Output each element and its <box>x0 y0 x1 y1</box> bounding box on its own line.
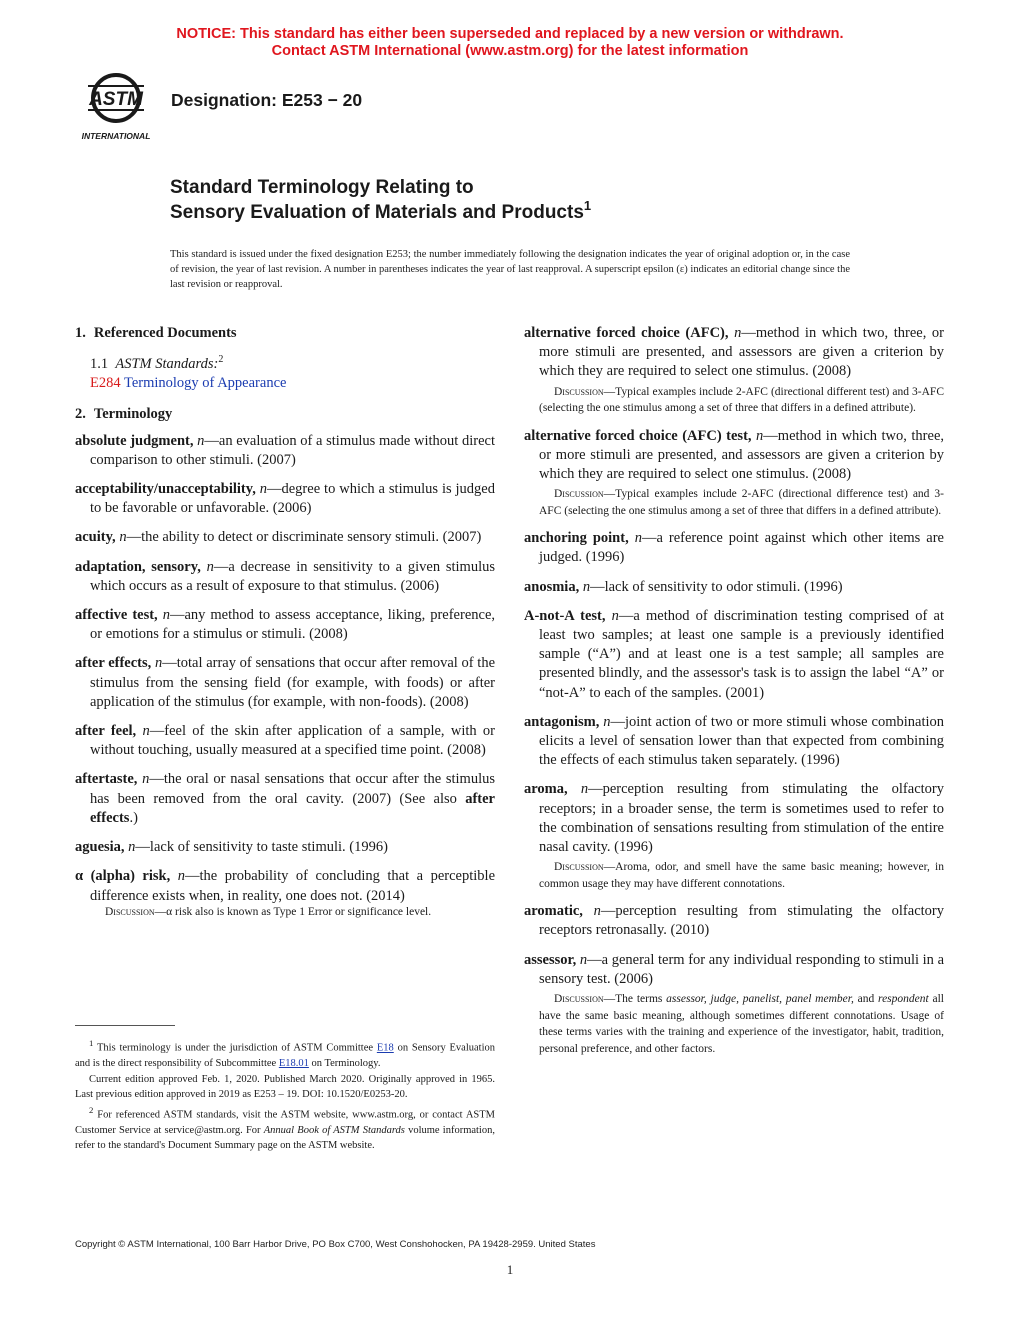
discussion-text: —Typical examples include 2-AFC (directional difference test) and 3-AFC (selecting the one stimulus among a set of three that differs in a defined attribute). <box>539 488 944 517</box>
term-entry <box>524 578 944 597</box>
section-2-number: 2. <box>75 406 86 423</box>
term-entry <box>75 558 495 596</box>
term-name: absolute judgment, <box>75 432 194 449</box>
subcommittee-link[interactable]: E18.01 <box>278 1058 309 1069</box>
term-name: acceptability/unacceptability, <box>75 481 256 498</box>
discussion-label: Discussion <box>554 861 604 874</box>
term-definition: —method in which two, three, or more stimuli are presented, and assessors are given a criterion by which they are required to select one stimulus. (2008) <box>539 427 945 483</box>
term-entry <box>524 324 944 382</box>
notice-line-1: NOTICE: This standard has either been superseded and replaced by a new version or withdrawn. <box>176 26 844 42</box>
footnote-2-text: volume information, refer to the standard's Document Summary page on the ASTM website. <box>75 1124 495 1151</box>
term-name: after effects, <box>75 655 152 672</box>
discussion-text: —α risk also is known as Type 1 Error or significance level. <box>154 905 432 918</box>
term-definition: —degree to which a stimulus is judged to be favorable or unfavorable. (2006) <box>90 481 495 517</box>
term-name: aftertaste, <box>75 771 138 788</box>
term-definition: —a general term for any individual responding to stimuli in a sensory test. (2006) <box>539 951 945 987</box>
term-discussion <box>524 486 944 519</box>
reference-code-link[interactable]: E284 <box>90 375 121 392</box>
term-pos: n <box>206 558 214 575</box>
discussion-text: all have the same basic meaning, although sometimes different connotations. Usage of these terms varies with the training and experience of the investigator, habit, tradition, personal preference, and other factors. <box>539 993 944 1055</box>
reference-title-link[interactable]: Terminology of Appearance <box>123 375 287 392</box>
term-entry <box>75 838 495 857</box>
astm-logo-icon <box>72 72 162 144</box>
term-name: A-not-A test, <box>524 607 606 624</box>
term-name: anosmia, <box>524 578 580 595</box>
term-name: alternative forced choice (AFC), <box>524 325 729 341</box>
term-name: alternative forced choice (AFC) test, <box>524 427 752 444</box>
footnote-2 <box>75 1103 495 1154</box>
logo-text: ASTM <box>89 89 143 110</box>
footnote-2-mark: 2 <box>89 1104 94 1115</box>
notice-banner <box>0 26 1020 60</box>
term-definition: —lack of sensitivity to taste stimuli. (1996) <box>135 839 388 856</box>
term-pos: n <box>611 607 619 624</box>
term-pos: n <box>580 781 589 798</box>
term-entry-assessor <box>524 951 944 989</box>
discussion-label: Discussion <box>554 385 604 398</box>
term-entry <box>75 654 495 712</box>
footnote-2-italic: Annual Book of ASTM Standards <box>263 1124 405 1136</box>
footnote-2-text: For referenced ASTM standards, visit the ASTM website, www.astm.org, or contact ASTM Customer Service at service@astm.org. For <box>75 1109 495 1136</box>
discussion-label: Discussion <box>554 488 604 501</box>
term-pos: n <box>579 951 588 968</box>
term-entry <box>524 902 944 940</box>
discussion-text: and <box>853 993 879 1006</box>
see-also-end: .) <box>129 809 138 826</box>
term-pos: n <box>582 578 591 595</box>
term-name: aromatic, <box>524 903 583 920</box>
issuance-note: This standard is issued under the fixed designation E253; the number immediately following the designation indicates the year of original adoption or, in the case of revision, the year of last revision. A number in parentheses indicates the year of last reapproval. A superscript epsilon (ε) indicates an editorial change since the last revision or reapproval. <box>170 249 850 290</box>
term-name: affective test, <box>75 607 158 624</box>
term-name: antagonism, <box>524 713 600 730</box>
term-entry <box>75 606 495 644</box>
footnote-1-text: on Sensory Evaluation and is the direct responsibility of Subcommittee <box>75 1042 496 1069</box>
term-pos: n <box>734 325 742 341</box>
term-definition: —a decrease in sensitivity to a given stimulus which occurs as a result of exposure to that stimulus. (2006) <box>90 558 495 594</box>
title-line-1: Standard Terminology Relating to <box>170 177 474 198</box>
term-definition: —the oral or nasal sensations that occur after the stimulus has been removed from the oral cavity. (2007) (See also <box>90 771 496 807</box>
term-entry <box>524 713 944 771</box>
term-definition: —a reference point against which other items are judged. (1996) <box>539 530 944 566</box>
title-line-2: Sensory Evaluation of Materials and Products <box>170 202 584 223</box>
term-pos: n <box>756 427 764 444</box>
subsection-1-1-label: ASTM Standards: <box>115 356 219 373</box>
term-name: after feel, <box>75 723 137 740</box>
term-name: anchoring point, <box>524 530 629 547</box>
copyright: Copyright © ASTM International, 100 Barr Harbor Drive, PO Box C700, West Conshohocken, PA 19428-2959. United States <box>75 1239 596 1250</box>
term-entry <box>75 528 495 547</box>
term-definition: —method in which two, three, or more stimuli are presented, and assessors are given a criterion by which they are required to select one stimulus. (2008) <box>539 325 945 380</box>
see-also-term: after effects <box>90 790 495 826</box>
discussion-italic-terms: assessor, judge, panelist, panel member, <box>666 993 854 1006</box>
term-name: adaptation, sensory, <box>75 558 201 575</box>
term-discussion <box>524 991 944 1057</box>
term-definition: —joint action of two or more stimuli whose combination elicits a level of sensation lower than that expected from combining the effects of each stimulus taken separately. (1996) <box>539 713 944 769</box>
term-definition: —perception resulting from stimulating the olfactory receptors; in a broader sense, the term is sometimes used to refer to the combination of sensations resulting from stimulation of the entire nasal cavity. (1996) <box>539 781 944 856</box>
discussion-text: —Typical examples include 2-AFC (directional different test) and 3-AFC (selecting the one stimulus among a set of three that differs in a defined attribute). <box>539 385 944 415</box>
subsection-1-1 <box>75 350 495 374</box>
subsection-1-1-mark: 2 <box>218 354 224 366</box>
section-1-title: Referenced Documents <box>93 325 237 341</box>
term-entry <box>75 722 495 760</box>
term-definition: —any method to assess acceptance, liking, preference, or emotions for a stimulus or stimuli. (2008) <box>90 607 496 643</box>
term-pos: n <box>197 432 205 449</box>
term-pos: n <box>142 771 150 788</box>
term-pos: n <box>162 607 170 624</box>
term-pos: n <box>177 868 185 885</box>
term-definition: —perception resulting from stimulating the olfactory receptors retronasally. (2010) <box>539 903 944 939</box>
discussion-label: Discussion <box>554 993 604 1006</box>
term-pos: n <box>593 903 601 920</box>
notice-line-2: Contact ASTM International (www.astm.org) for the latest information <box>271 43 749 59</box>
subsection-1-1-number: 1.1 <box>90 356 109 373</box>
term-name: assessor, <box>524 951 577 968</box>
footnote-divider <box>75 1025 175 1026</box>
discussion-text: —The terms <box>603 993 667 1006</box>
footnote-1-edition: Current edition approved Feb. 1, 2020. Published March 2020. Originally approved in 1965. Last previous edition approved in 2019 as E253 – 19. DOI: 10.1520/E0253-20. <box>75 1073 495 1100</box>
discussion-label: Discussion <box>105 905 155 918</box>
term-pos: n <box>603 713 611 730</box>
page-number: 1 <box>506 1262 514 1277</box>
term-discussion <box>524 859 944 892</box>
astm-logo <box>72 72 162 144</box>
committee-link[interactable]: E18 <box>376 1042 394 1054</box>
section-1-number: 1. <box>75 325 86 341</box>
term-entry-aftertaste <box>75 770 495 828</box>
designation: Designation: E253 − 20 <box>171 90 363 110</box>
footnote-1-text: on Terminology. <box>308 1058 381 1069</box>
term-name: α (alpha) risk, <box>75 868 171 885</box>
document-title <box>170 175 870 225</box>
left-column <box>75 324 495 930</box>
discussion-italic-term: respondent <box>878 993 929 1006</box>
discussion-text: —Aroma, odor, and smell have the same basic meaning; however, in common usage they may have different connotations. <box>539 861 944 890</box>
term-entry <box>524 529 944 567</box>
term-entry <box>75 867 495 905</box>
footnote-1-text: This terminology is under the jurisdiction of ASTM Committee <box>97 1042 377 1054</box>
term-name: acuity, <box>75 529 116 546</box>
term-pos: n <box>634 530 642 547</box>
section-2-title: Terminology <box>93 406 173 423</box>
footnotes <box>75 1036 495 1154</box>
term-entry <box>75 432 495 470</box>
section-1-heading <box>75 324 495 343</box>
term-definition: —an evaluation of a stimulus made without direct comparison to other stimuli. (2007) <box>90 432 495 468</box>
logo-subtitle: INTERNATIONAL <box>81 131 151 141</box>
term-definition: —total array of sensations that occur after removal of the stimulus from the sensing field (for example, with foods) or after application of the stimulus (for example, with non-foods). (2008) <box>90 655 496 710</box>
term-definition: —the probability of concluding that a perceptible difference exists when, in reality, one does not. (2014) <box>90 868 496 904</box>
term-discussion <box>75 904 495 921</box>
term-entry <box>524 427 944 485</box>
term-name: aroma, <box>524 781 568 798</box>
term-definition: —the ability to detect or discriminate sensory stimuli. (2007) <box>126 529 482 546</box>
term-entry <box>524 780 944 857</box>
term-pos: n <box>119 529 127 546</box>
term-discussion <box>524 384 944 417</box>
term-name: aguesia, <box>75 839 125 856</box>
term-entry <box>524 607 944 703</box>
term-definition: —lack of sensitivity to odor stimuli. (1996) <box>590 578 843 595</box>
footnote-1 <box>75 1036 495 1072</box>
section-2-heading <box>75 405 495 424</box>
term-pos: n <box>259 481 267 498</box>
term-entry <box>75 480 495 518</box>
footnote-1-mark: 1 <box>89 1038 94 1048</box>
term-pos: n <box>154 655 163 672</box>
term-definition: —a method of discrimination testing comprised of at least two samples; at least one sample is a previously identified sample (“A”) and at least one is a test sample; all samples are presented blindly, and the assessor's task is to assign the label “A” or “not-A” to each of the samples. (2001) <box>539 607 944 701</box>
reference-e284[interactable] <box>75 374 495 393</box>
term-definition: —feel of the skin after application of a sample, with or without touching, usually measured at a specified time point. (2008) <box>90 723 496 759</box>
right-column <box>524 324 944 1067</box>
title-footnote-mark: 1 <box>583 198 592 213</box>
term-pos: n <box>128 839 136 856</box>
term-pos: n <box>142 723 150 740</box>
